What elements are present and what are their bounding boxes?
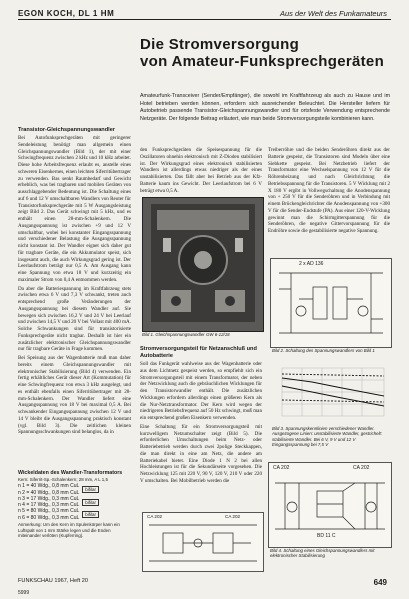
component-label: BD 11 C (317, 533, 336, 539)
bifilar-label: bifilar (82, 499, 99, 506)
table-row: n 3 = 17 Wdg., 0,3 mm CuL (18, 495, 80, 502)
paragraph: Eine Schaltung für ein Stromversorgungsteil mit kurzwelligem Netzumschalter zeigt (Bild 5). Die erforderlichen Umschaltungen beim Netz- oder Batteriebetrieb werden durch zwei 2polige Steckkappen, die man direkt in eine am Netz, die andere am Batteriekabel bietet. Eine Diode 1 N 2 bei allen Hochleistungen ist für die Sekundärseite vorgesehen. Die Netzwicklung 125 mit 220 V, 90 V, 120 V, 210 V oder 220 V umschalten. Bei Mobilbetrieb werden die (140, 423, 262, 484)
figure-3-caption: Bild 3. Spannungskennlinien verschiedener Wandler. Ausgezogene Linien: unstabilisierte Wandler, gestrichelt: stabilisierte Wandler. Bei 6 V, 9 V und 12 V Eingangsspannung bei 7,5 V (272, 426, 382, 448)
table-row: n 5 = 80 Wdg., 0,3 mm CuL (18, 508, 80, 515)
author-line: EGON KOCH, DL 1 HM (18, 9, 115, 18)
component-label: CA 202 (225, 514, 241, 519)
paragraph: Da aber die Batteriespannung im Kraftfahrzeug stets zwischen etwa 6 V und 7,3 V schwankt, treten auch entsprechend große Veränderungen der Ausgangsspannung bei diesem Wandler auf. Sie bewegen sich zwischen 16,2 V und 24 V bei Leerlauf und zwischen 14,5 V und 20 V bei Vollast mit 400 mA. Solche Schwankungen sind für transistorisierte Funksprechgeräte nicht tragbar. Deshalb ist hier ein zusätzlicher elektronischer Gleichspannungswandler nur für tragbare Geräte in Frage kommen. (18, 285, 131, 353)
converter-photo-image (143, 198, 263, 331)
table-note: Anmerkung: Um den Kern im Spulenkörper kann ein Luftspalt von 1 mm Stärke legen und die Enden miteinander verlöten (Kupferring). (18, 522, 120, 539)
header-rule (18, 19, 391, 20)
column-middle (140, 147, 262, 196)
column-left (18, 127, 131, 438)
figure-4-caption: Bild 4. Schaltung eines Gleichspannungswandlers mit elektronischer Stabilisierung (270, 548, 375, 559)
bifilar-label: bifilar (82, 486, 99, 493)
photo-caption: Bild 1. Gleichspannungswandler GW 6-12/18 (142, 332, 230, 337)
table-row: n 2 = 40 Wdg., 0,8 mm CuL (18, 489, 80, 496)
transistor-label: 2 x AD 136 (299, 261, 324, 267)
title-line-2: von Amateur-Funksprechgeräten (140, 53, 385, 70)
bifilar-label: bifilar (82, 511, 99, 518)
converter-photo (142, 197, 264, 332)
paragraph: Bei Autofunksprechgeräten mit geringerer Sendeleistung benötigt man allgemein einen Gleichspannungswandler (Bild 1), der mit einer Schwingfrequenz zwischen 2 kHz und 10 kHz arbeitet. Diese hohe Arbeitsfrequenz erlaubt es, anstelle eines schweren Eisenkernes, einen leichten Siferritübertrager zu verwenden. Bas senkt Raumbedarf und Gewicht erheblich, was bei tragbaren und mobilen Geräten von ausschlaggebender Bedeutung ist. Die Schaltung eines auf 6 und 12 V umschaltbaren Wandlers von Reuter für Transistorfunksprechgeräte mit 5 W Ausgangsleistung zeigt Bild 2. Das Gerät schwingt mit 5 kHz, und es enthält einen 28-mm-Schalenkern. Die Ausgangsspannung ist zwischen +9 und 12 V umschaltbar, wobei bei konstanter Eingangsspannung und verschiedener Belastung die Ausgangsspannung nicht konstant ist. Der Wandler eignet sich daher gut für tragbare Geräte, die ein Akkumulator speist, sich insgesamt auch, die auch Wirkungsgrad gering ist. Der Leerlaufstrom beträgt nur 0,5 A. Am Ausgang kann eine Spannung von etwa 18 V und kurzzeitig ein maximaler Strom von 0,4 A entnommen werden. (18, 135, 131, 283)
intro-paragraph: Amateurfunk-Transceiver (Sender/Empfänger), die sowohl im Kraftfahrzeug als auch zu Hause und im Hotel betrieben werden können, erfordern sich ausreichender Beleuchtet. Die Hersteller liefern für Autobetrieb passende Transistor-Gleichspannungswandler und für ortsfeste Verwendung entsprechende Netzgeräte. Der folgende Beitrag erläutert, wie man beide Stromversorgungsteile kombinieren kann. (140, 93, 390, 122)
figure-3-chart (272, 362, 390, 424)
paragraph: Bei Speisung aus der Wagenbatterie muß man daher bereits einem Gleichspannungswandler mit elektronischer Stabilisierung (Bild 4) verwenden. Ein fertig erhältliches Gerät dieser Art (Kommutation) für eine Schwingfrequenz von etwa 3 kHz ausgelegt, und es enthält ebenfalls einen Siferritübertrager mit 28-mm-Schalenkern. Der Wandler liefert eine Ausgangsspannung von 18 V bei maximal 0,5 A. Bei schwankender Eingangsspannung zwischen 12 V und 14 V bleibt die Ausgangsspannung praktisch konstant (vgl. Bild 3). Die zeitlichen kleinen Spannungsschwankungen sind belanglos, da in (18, 355, 131, 436)
section-label: Aus der Welt des Funkamateurs (280, 9, 387, 18)
section-heading-wandler: Transistor-Gleichspannungswandler (18, 127, 115, 133)
section-heading-netzanschluss: Stromversorgungsteil für Netzanschluß und Autobatterie (140, 346, 257, 359)
paragraph: den Funksprechgeräten die Speisespannung für die Oszillatoren ohnehin elektronisch mit Z-Dioden stabilisiert ist. Der Wirkungsgrad eines elektronisch stabilisierten Wandlers ist allerdings etwas niedriger als der eines unstabilisierten. Das fällt aber bei Betrieb aus der Kfz-Batterie kaum ins Gewicht. Der Leerlaufstrom bei 6 V beträgt etwa 0,5 A. (140, 147, 262, 194)
table-row: n 4 = 17 Wdg., 0,3 mm CuL (18, 502, 80, 509)
journal-reference: FUNKSCHAU 1967, Heft 20 (18, 578, 88, 584)
column-right (268, 147, 390, 237)
winding-table (18, 470, 131, 539)
component-label: CA 202 (147, 514, 163, 519)
figure-2-schematic (270, 258, 392, 348)
title-line-1: Die Stromversorgung (140, 36, 300, 53)
table-row: Kern: Siferrit-Sp.-Schalenkern; 28 mm, A L 1,5 (18, 477, 108, 482)
figure-2-caption: Bild 2. Schaltung des Spannungswandlers von Bild 1 (272, 348, 375, 353)
component-label: CA 202 (273, 465, 290, 471)
figure-4-schematic (268, 462, 392, 548)
component-label: CA 202 (353, 465, 370, 471)
page-number: 649 (373, 578, 387, 587)
figure-5-schematic (142, 512, 264, 572)
table-heading: Wickeldaten des Wandler-Transformators (18, 470, 123, 476)
page-code: 5999 (18, 590, 30, 596)
paragraph: Treiberröhre und die beiden Senderöhren direkt aus der Batterie gespeist, die Transistoren sind Modeln über eine Siebkette gespeist. Bei Netzbetrieb liefert der Transformator eine Wechselspannung von 12 V für die Röhrenheizung und nach Gleichrichtung die Betriebsspannung für die Transistoren. 5 V Wicklung mit 2 X 180 V ergibt in Vollwegschaltung die Anodenspannung von + 250 V für die Senderöhren und in Verbindung mit einem Brückengleichrichter die Anodenspannung von +300 V für die Sender-Endstufe (PA). Aus einer 120-V-Wicklung gewinnt man die Schirmgitterspannung für die Senderöhren, die negative Gittervorspannung für die Endröhre sowie die gestabilisierte negative Spannung. (268, 147, 390, 234)
table-row: n 1 = 40 Wdg., 0,8 mm CuL (18, 483, 80, 490)
article-title (140, 36, 390, 70)
column-middle-lower (140, 346, 262, 485)
paragraph: Soll das Funkgerät wahlweise aus der Wagenbatterie oder aus dem Lichtnetz gespeist werden, so empfiehlt sich ein Stromversorgungsteil mit einem Transformator, der neben der Netzwicklung auch die gebräuchlichen Wicklungen für den Transistorwandler enthält. Die zusätzlichen Wicklungen erfordern allerdings einen größeren Kern als die Nur-Netztransformator. Der Kern wird wegen der niedrigeren Betriebsfrequenz auf 50 Hz schwingt, muß man ein entsprechend großen Eisenkern verwenden. (140, 361, 262, 421)
table-row: n 6 = 80 Wdg., 0,3 mm CuL (18, 514, 80, 521)
